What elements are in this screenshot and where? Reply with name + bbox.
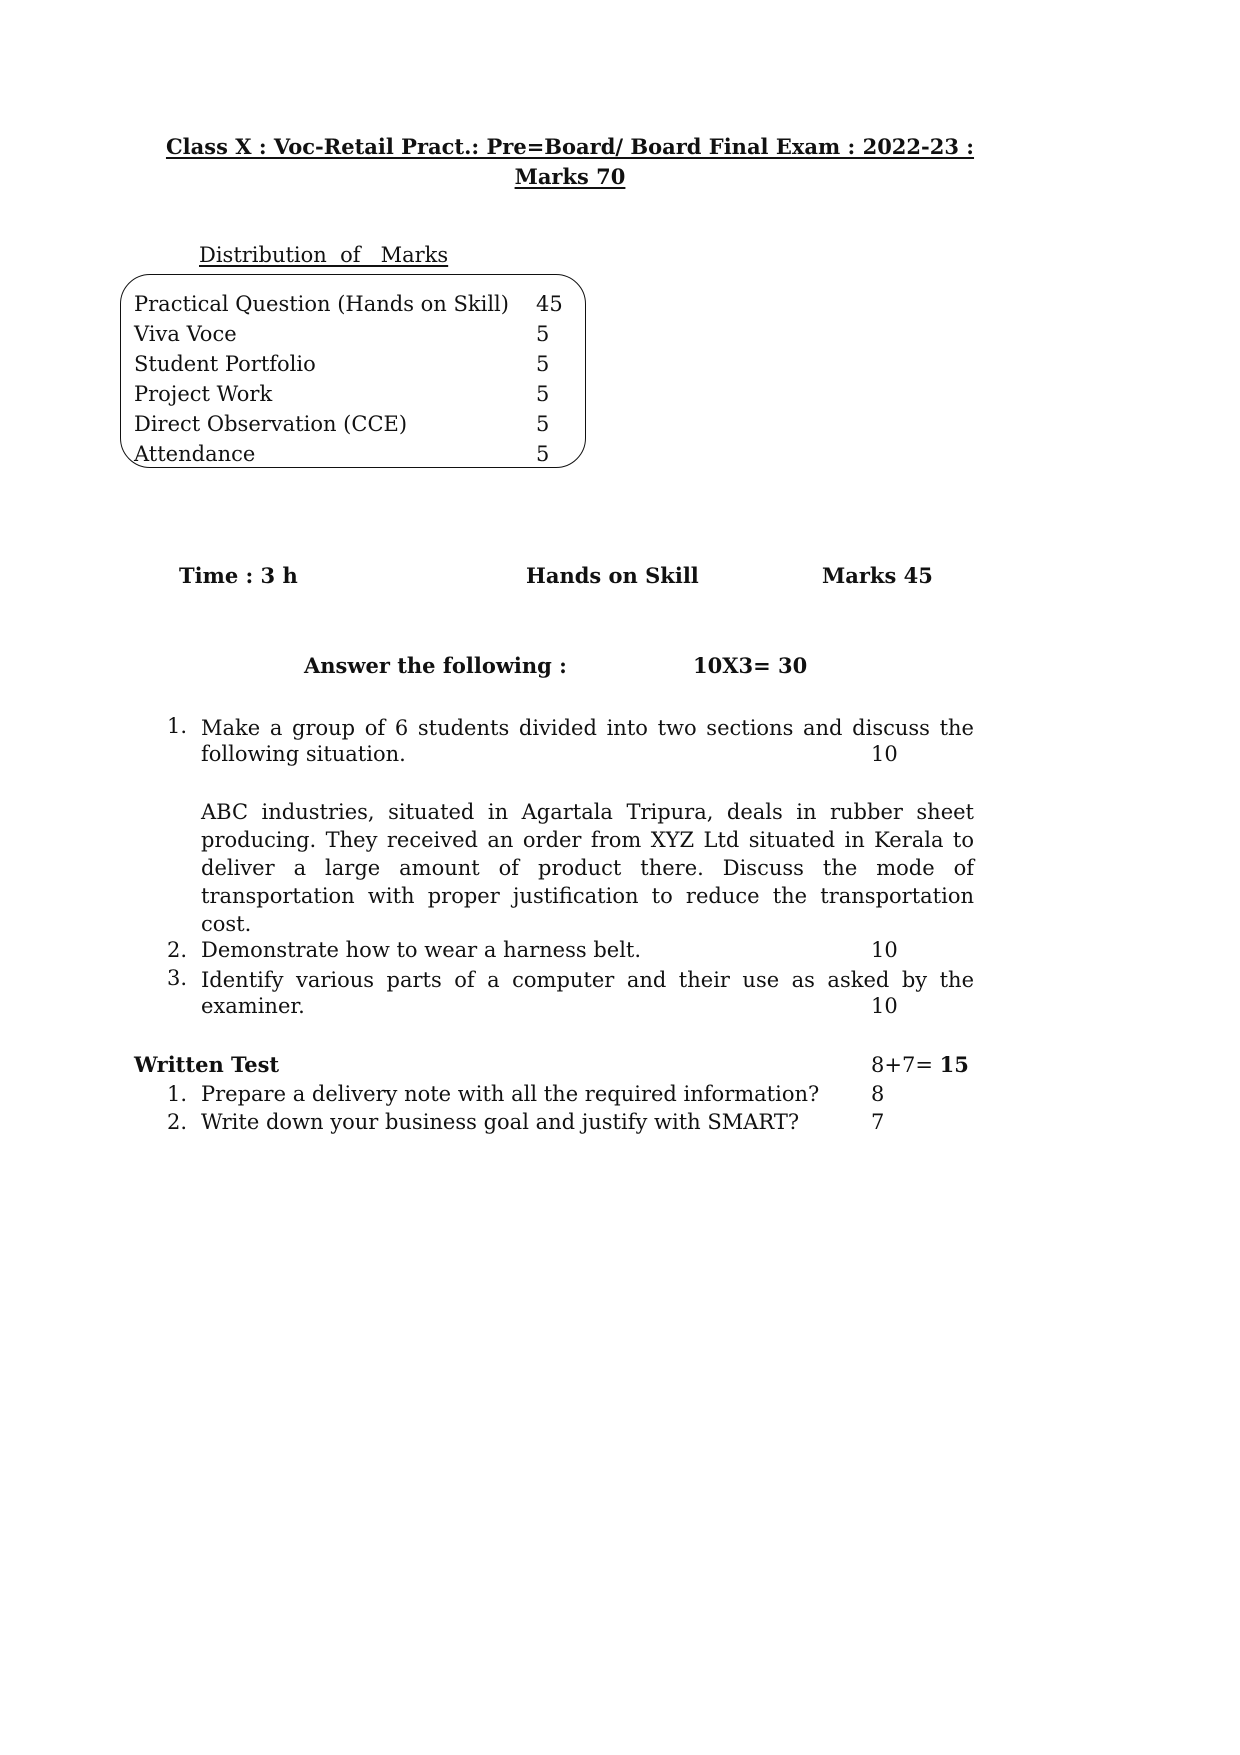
written-item-marks: 8 <box>871 1082 885 1106</box>
exam-title-line1: Class X : Voc-Retail Pract.: Pre=Board/ Board Final Exam : 2022-23 : <box>165 134 975 159</box>
question-marks: 10 <box>871 994 898 1018</box>
distribution-label: Direct Observation (CCE) <box>134 412 408 436</box>
distribution-row <box>134 382 574 412</box>
distribution-row <box>134 412 574 442</box>
distribution-marks: 5 <box>536 322 550 346</box>
question-text-line1: Make a group of 6 students divided into two sections and discuss the <box>201 716 974 740</box>
distribution-row <box>134 352 574 382</box>
question-marks: 10 <box>871 938 898 962</box>
written-test-marks-total: 15 <box>939 1052 969 1077</box>
exam-title-line2: Marks 70 <box>514 164 626 189</box>
distribution-row <box>134 322 574 352</box>
question-text-line1: Demonstrate how to wear a harness belt. <box>201 938 642 962</box>
distribution-row <box>134 292 574 322</box>
distribution-label: Project Work <box>134 382 273 406</box>
answer-instruction: Answer the following : <box>304 653 567 678</box>
written-item-text: Prepare a delivery note with all the required information? <box>201 1082 820 1106</box>
question-text-line2: examiner. <box>201 994 305 1018</box>
section-title: Hands on Skill <box>526 563 699 588</box>
distribution-label: Viva Voce <box>134 322 237 346</box>
question-text-line1: Identify various parts of a computer and their use as asked by the <box>201 968 974 992</box>
distribution-marks: 5 <box>536 352 550 376</box>
distribution-marks: 5 <box>536 412 550 436</box>
distribution-row <box>134 442 574 472</box>
distribution-label: Practical Question (Hands on Skill) <box>134 292 509 316</box>
question-marks: 10 <box>871 742 898 766</box>
question-number: 1. <box>167 714 188 738</box>
written-test-heading: Written Test <box>134 1052 280 1077</box>
time-label: Time : 3 h <box>179 563 298 588</box>
question-number: 2. <box>167 938 188 962</box>
written-item-number: 1. <box>167 1082 188 1106</box>
distribution-marks: 5 <box>536 442 550 466</box>
written-item-number: 2. <box>167 1110 188 1134</box>
answer-marks: 10X3= 30 <box>693 653 808 678</box>
written-item-text: Write down your business goal and justify with SMART? <box>201 1110 800 1134</box>
distribution-marks: 5 <box>536 382 550 406</box>
written-test-marks-prefix: 8+7= <box>871 1053 940 1077</box>
question-scenario: ABC industries, situated in Agartala Tripura, deals in rubber sheet producing. They received an order from XYZ Ltd situated in Kerala to deliver a large amount of product there. Discuss the mode of transportation with proper justification to reduce the transportation cost. <box>201 800 974 936</box>
distribution-heading: Distribution of Marks <box>199 243 449 267</box>
distribution-label: Student Portfolio <box>134 352 316 376</box>
written-item-marks: 7 <box>871 1110 885 1134</box>
written-test-marks <box>871 1052 969 1077</box>
distribution-label: Attendance <box>134 442 256 466</box>
section-marks: Marks 45 <box>822 563 933 588</box>
question-number: 3. <box>167 966 188 990</box>
distribution-marks: 45 <box>536 292 563 316</box>
question-text-line2: following situation. <box>201 742 406 766</box>
